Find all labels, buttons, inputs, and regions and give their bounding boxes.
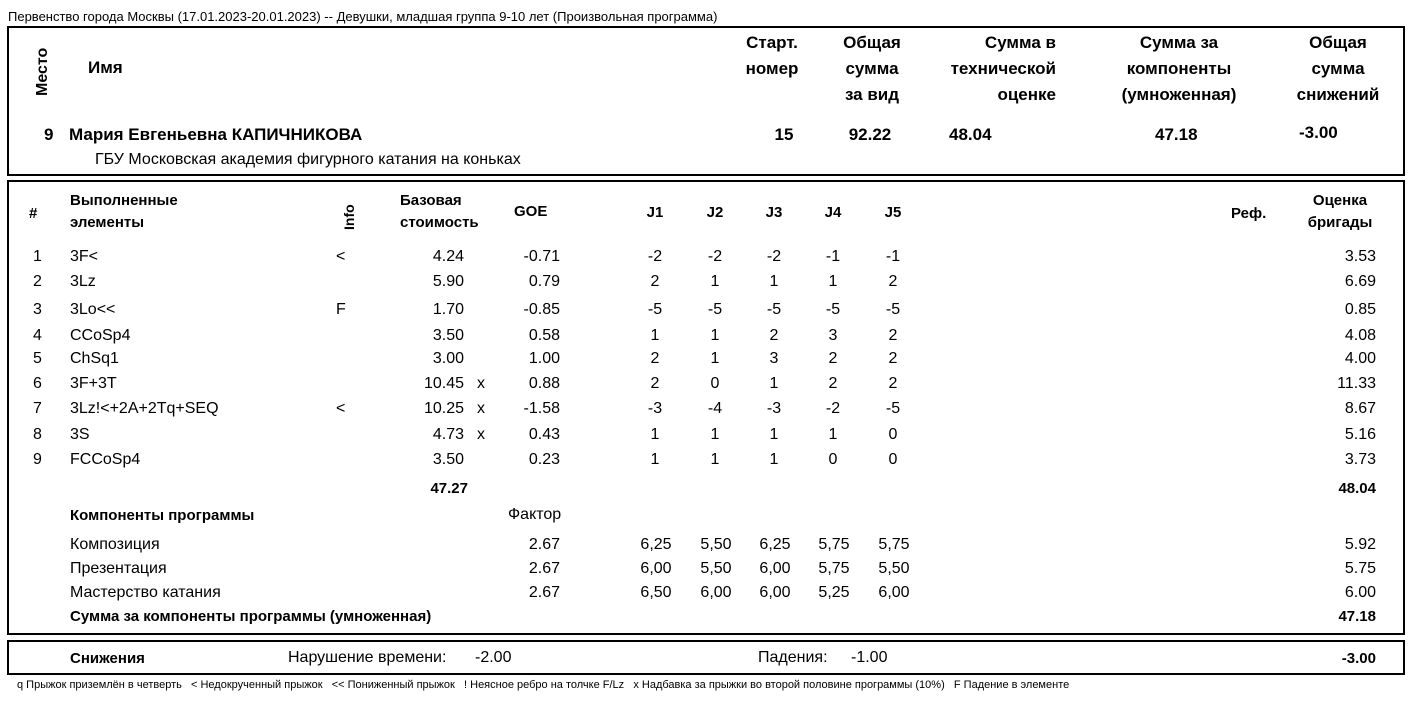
col-goe-label: GOE	[514, 203, 548, 220]
element-base-value: 4.24	[432, 248, 464, 265]
col-num-label: #	[29, 205, 38, 222]
element-judge-2: 0	[710, 375, 720, 392]
event-title: Первенство города Москвы (17.01.2023-20.01.2023) -- Девушки, младшая группа 9-10 лет (Произвольная программа)	[8, 9, 718, 24]
element-judge-2: 1	[710, 350, 720, 367]
component-judge-1: 6,25	[640, 536, 672, 553]
components-total-label: Сумма за компоненты программы (умноженная)	[70, 608, 432, 625]
element-base-value: 10.25	[423, 400, 464, 417]
element-judge-2: 1	[710, 426, 720, 443]
col-j2-label: J2	[706, 204, 724, 221]
components-total: 47.18	[1338, 608, 1376, 625]
element-num: 1	[33, 248, 42, 265]
element-judge-2: -2	[707, 248, 723, 265]
element-judge-1: -2	[647, 248, 663, 265]
element-num: 5	[33, 350, 42, 367]
element-goe: 1.00	[528, 350, 560, 367]
element-num: 8	[33, 426, 42, 443]
element-judge-1: -5	[647, 301, 663, 318]
name-label: Имя	[88, 58, 123, 77]
component-judge-4: 5,75	[818, 560, 850, 577]
component-score: 6.00	[1344, 584, 1376, 601]
component-judge-1: 6,50	[640, 584, 672, 601]
element-judge-2: -5	[707, 301, 723, 318]
components-label: Компоненты программы	[70, 507, 255, 524]
element-judge-5: 2	[888, 273, 898, 290]
element-judge-3: -5	[766, 301, 782, 318]
element-num: 4	[33, 327, 42, 344]
element-judge-1: 1	[650, 451, 660, 468]
component-factor: 2.67	[528, 584, 560, 601]
element-info: F	[336, 301, 346, 318]
element-judge-5: 2	[888, 327, 898, 344]
element-judge-5: 0	[888, 426, 898, 443]
pcs-label: Сумма за компоненты (умноженная)	[1121, 33, 1237, 104]
element-info: <	[336, 400, 346, 417]
element-judge-2: 1	[710, 451, 720, 468]
component-judge-5: 6,00	[878, 584, 910, 601]
component-judge-3: 6,25	[759, 536, 791, 553]
tes-label: Сумма в технической оценке	[950, 33, 1056, 104]
component-judge-5: 5,50	[878, 560, 910, 577]
element-judge-4: 1	[828, 426, 838, 443]
element-panel-score: 5.16	[1344, 426, 1376, 443]
element-panel-score: 0.85	[1344, 301, 1376, 318]
element-panel-score: 4.08	[1344, 327, 1376, 344]
deductions-score: -3.00	[1299, 123, 1338, 142]
element-judge-4: 0	[828, 451, 838, 468]
component-name: Мастерство катания	[70, 584, 221, 601]
component-judge-4: 5,75	[818, 536, 850, 553]
element-bonus-mark: x	[477, 375, 485, 392]
element-base-value: 5.90	[432, 273, 464, 290]
element-bonus-mark: x	[477, 426, 485, 443]
element-num: 9	[33, 451, 42, 468]
component-name: Презентация	[70, 560, 167, 577]
element-judge-4: 2	[828, 375, 838, 392]
component-judge-2: 6,00	[700, 584, 732, 601]
skater-place: 9	[44, 125, 54, 144]
legend-footnote: q Прыжок приземлён в четверть < Недокрученный прыжок << Пониженный прыжок ! Неясное ребро на толчке F/Lz x Надбавка за прыжки во второй половине программы (10%) F Падение в элементе	[17, 679, 1070, 691]
element-name: ChSq1	[70, 350, 119, 367]
col-j1-label: J1	[646, 204, 664, 221]
element-judge-2: 1	[710, 273, 720, 290]
total-score: 92.22	[848, 125, 892, 144]
tes-score: 48.04	[949, 125, 992, 144]
element-judge-3: 1	[769, 426, 779, 443]
element-name: FCCoSp4	[70, 451, 141, 468]
deductions-total: -3.00	[1341, 650, 1376, 667]
col-j4-label: J4	[824, 204, 842, 221]
element-judge-1: 2	[650, 273, 660, 290]
element-panel-score: 11.33	[1337, 375, 1376, 392]
component-factor: 2.67	[528, 560, 560, 577]
element-goe: 0.79	[528, 273, 560, 290]
element-judge-2: -4	[707, 400, 723, 417]
element-panel-score: 6.69	[1344, 273, 1376, 290]
element-judge-4: 3	[828, 327, 838, 344]
time-violation-label: Нарушение времени:	[288, 649, 447, 666]
element-panel-score: 8.67	[1344, 400, 1376, 417]
element-panel-score: 4.00	[1344, 350, 1376, 367]
elements-total-score: 48.04	[1338, 480, 1376, 497]
element-name: 3Lz!<+2A+2Tq+SEQ	[70, 400, 219, 417]
element-judge-3: -2	[766, 248, 782, 265]
col-j5-label: J5	[884, 204, 902, 221]
element-judge-5: -5	[885, 301, 901, 318]
element-judge-5: 2	[888, 375, 898, 392]
deductions-row-label: Снижения	[70, 650, 145, 667]
skater-name: Мария Евгеньевна КАПИЧНИКОВА	[69, 125, 363, 144]
element-judge-3: 2	[769, 327, 779, 344]
element-panel-score: 3.53	[1344, 248, 1376, 265]
element-goe: -1.58	[523, 400, 560, 417]
element-base-value: 10.45	[423, 375, 464, 392]
start-number: 15	[774, 125, 794, 144]
component-judge-3: 6,00	[759, 560, 791, 577]
component-score: 5.92	[1344, 536, 1376, 553]
element-base-value: 3.00	[432, 350, 464, 367]
component-judge-2: 5,50	[700, 536, 732, 553]
element-num: 7	[33, 400, 42, 417]
deductions-label: Общая сумма снижений	[1296, 33, 1380, 104]
element-judge-4: 2	[828, 350, 838, 367]
falls-label: Падения:	[758, 649, 828, 666]
element-info: <	[336, 248, 346, 265]
element-judge-1: 2	[650, 350, 660, 367]
element-name: 3F+3T	[70, 375, 117, 392]
element-goe: 0.23	[528, 451, 560, 468]
element-judge-5: 0	[888, 451, 898, 468]
element-judge-1: -3	[647, 400, 663, 417]
element-num: 6	[33, 375, 42, 392]
component-score: 5.75	[1344, 560, 1376, 577]
element-judge-5: 2	[888, 350, 898, 367]
col-base-label: Базовая стоимость	[400, 192, 479, 231]
element-num: 3	[33, 301, 42, 318]
time-violation-value: -2.00	[475, 649, 512, 666]
element-base-value: 1.70	[432, 301, 464, 318]
element-judge-3: 3	[769, 350, 779, 367]
element-num: 2	[33, 273, 42, 290]
col-ref-label: Реф.	[1231, 205, 1267, 222]
element-goe: 0.43	[528, 426, 560, 443]
element-judge-4: -1	[825, 248, 841, 265]
component-judge-2: 5,50	[700, 560, 732, 577]
start-label: Старт. номер	[745, 33, 799, 78]
element-judge-3: 1	[769, 273, 779, 290]
place-label: Место	[34, 47, 51, 96]
element-base-value: 4.73	[432, 426, 464, 443]
component-judge-4: 5,25	[818, 584, 850, 601]
component-judge-3: 6,00	[759, 584, 791, 601]
falls-value: -1.00	[851, 649, 888, 666]
element-judge-3: 1	[769, 375, 779, 392]
element-judge-1: 1	[650, 426, 660, 443]
col-panel-label: Оценка бригады	[1307, 192, 1373, 231]
col-info-label: Info	[341, 204, 357, 230]
element-base-value: 3.50	[432, 451, 464, 468]
factor-label: Фактор	[508, 506, 562, 523]
element-judge-3: 1	[769, 451, 779, 468]
element-bonus-mark: x	[477, 400, 485, 417]
element-judge-2: 1	[710, 327, 720, 344]
element-judge-4: 1	[828, 273, 838, 290]
element-judge-1: 2	[650, 375, 660, 392]
component-factor: 2.67	[528, 536, 560, 553]
total-label: Общая сумма за вид	[843, 33, 901, 104]
element-judge-1: 1	[650, 327, 660, 344]
deductions-box	[7, 640, 1405, 675]
element-judge-4: -2	[825, 400, 841, 417]
elements-total-base: 47.27	[430, 480, 468, 497]
element-goe: -0.85	[523, 301, 560, 318]
element-judge-5: -1	[885, 248, 901, 265]
element-name: 3Lz	[70, 273, 96, 290]
element-goe: 0.88	[528, 375, 560, 392]
element-name: CCoSp4	[70, 327, 131, 344]
pcs-score: 47.18	[1155, 125, 1198, 144]
col-elements-label: Выполненные элементы	[70, 192, 178, 231]
club-name: ГБУ Московская академия фигурного катания на коньках	[95, 151, 521, 168]
element-name: 3F<	[70, 248, 99, 265]
component-name: Композиция	[70, 536, 160, 553]
element-goe: -0.71	[523, 248, 560, 265]
element-name: 3Lo<<	[70, 301, 116, 318]
component-judge-5: 5,75	[878, 536, 910, 553]
element-judge-5: -5	[885, 400, 901, 417]
component-judge-1: 6,00	[640, 560, 672, 577]
element-panel-score: 3.73	[1344, 451, 1376, 468]
col-j3-label: J3	[765, 204, 783, 221]
element-judge-4: -5	[825, 301, 841, 318]
element-goe: 0.58	[528, 327, 560, 344]
element-base-value: 3.50	[432, 327, 464, 344]
element-judge-3: -3	[766, 400, 782, 417]
element-name: 3S	[70, 426, 90, 443]
